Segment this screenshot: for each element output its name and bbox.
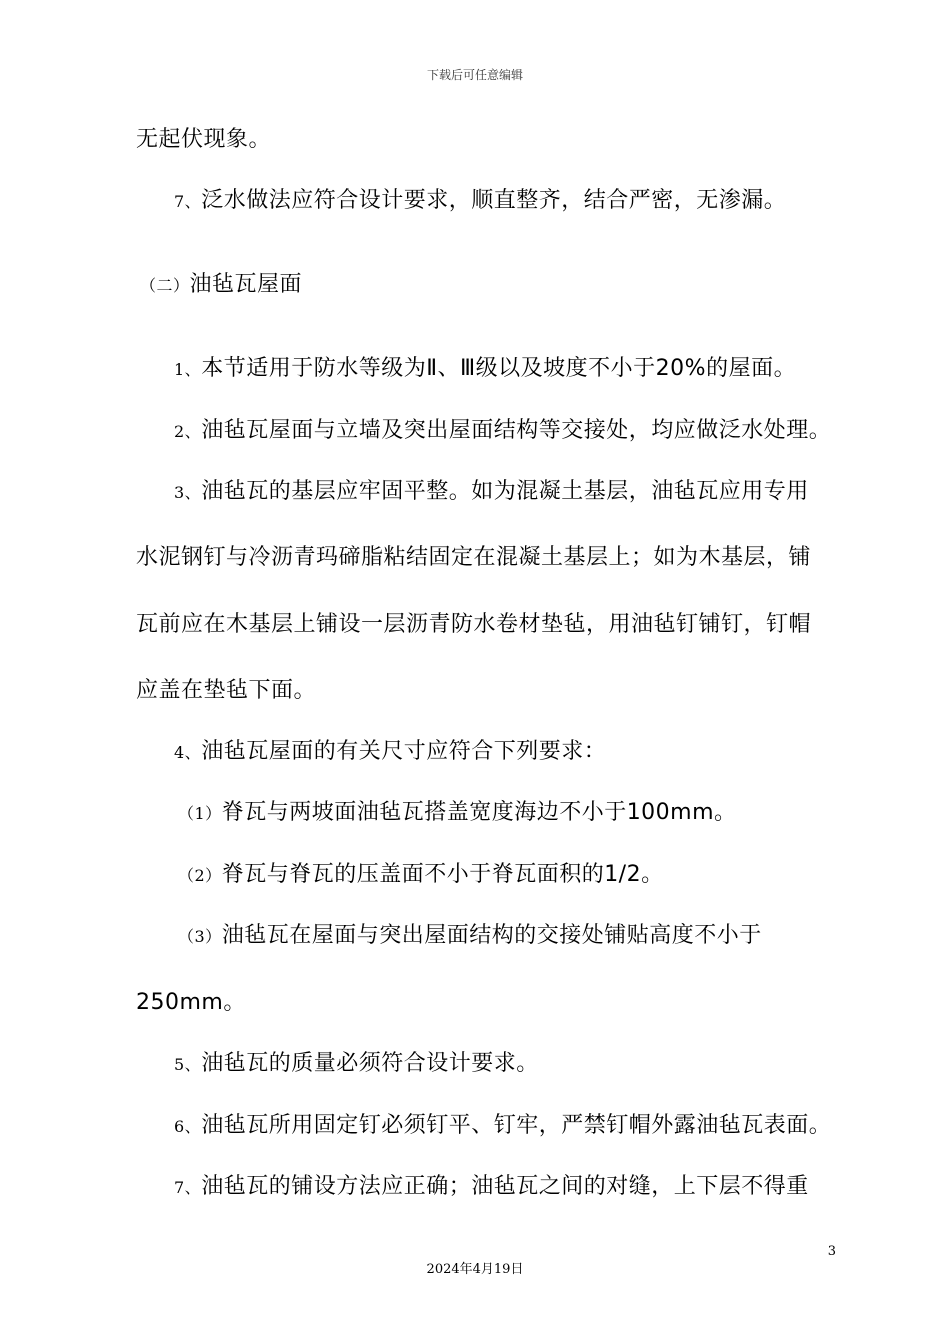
line-text: 泛水做法应符合设计要求，顺直整齐，结合严密，无渗漏。 (201, 188, 787, 213)
line-text: 油毡瓦所用固定钉必须钉平、钉牢，严禁钉帽外露油毡瓦表面。 (201, 1113, 832, 1138)
paragraph-line (136, 988, 246, 1018)
item-number: 5、 (174, 1055, 202, 1074)
paragraph-line (174, 416, 831, 447)
paragraph-line (174, 477, 809, 508)
paragraph-line (174, 1111, 831, 1142)
line-text: 脊瓦与两坡面油毡瓦搭盖宽度海边不小于100mm。 (221, 800, 737, 825)
line-text: 水泥钢钉与冷沥青玛碲脂粘结固定在混凝土基层上；如为木基层，铺 (136, 545, 812, 570)
line-text: 无起伏现象。 (136, 127, 272, 152)
section-heading (140, 270, 302, 301)
paragraph-line (178, 798, 737, 829)
item-number: 6、 (174, 1117, 202, 1136)
item-number: 2、 (174, 422, 202, 441)
paragraph-line (136, 125, 271, 155)
paragraph-line (178, 860, 664, 891)
paragraph-line (136, 676, 316, 706)
item-number: 3、 (174, 483, 202, 502)
line-text: 应盖在垫毡下面。 (136, 678, 317, 703)
line-text: 本节适用于防水等级为Ⅱ、Ⅲ级以及坡度不小于20%的屋面。 (201, 356, 797, 381)
sub-item-number: （2） (178, 866, 222, 885)
section-title: 油毡瓦屋面 (189, 272, 303, 297)
line-text: 油毡瓦的基层应牢固平整。如为混凝土基层，油毡瓦应用专用 (201, 479, 809, 504)
line-text: 油毡瓦屋面与立墙及突出屋面结构等交接处，均应做泛水处理。 (201, 418, 832, 443)
sub-item-number: （1） (178, 804, 222, 823)
paragraph-line (174, 1172, 809, 1203)
line-text: 油毡瓦的铺设方法应正确；油毡瓦之间的对缝，上下层不得重 (201, 1174, 809, 1199)
line-text: 脊瓦与脊瓦的压盖面不小于脊瓦面积的1/2。 (221, 862, 664, 887)
item-number: 1、 (174, 360, 202, 379)
footer-date: 2024年4月19日 (426, 1262, 524, 1277)
line-text: 油毡瓦在屋面与突出屋面结构的交接处铺贴高度不小于 (221, 923, 762, 948)
item-number: 7、 (174, 192, 202, 211)
paragraph-line (178, 921, 762, 952)
paragraph-line (174, 737, 606, 768)
line-text: 油毡瓦的质量必须符合设计要求。 (201, 1051, 539, 1076)
section-number: （二） (140, 276, 190, 295)
paragraph-line (174, 354, 796, 385)
paragraph-line (136, 610, 811, 640)
line-text: 250mm。 (136, 990, 246, 1015)
page-number: 3 (827, 1244, 836, 1259)
line-text: 油毡瓦屋面的有关尺寸应符合下列要求： (201, 739, 607, 764)
page-header: 下载后可任意编辑 (426, 68, 523, 82)
line-text: 瓦前应在木基层上铺设一层沥青防水卷材垫毡，用油毡钉铺钉，钉帽 (136, 612, 812, 637)
sub-item-number: （3） (178, 927, 222, 946)
paragraph-line (174, 186, 786, 217)
item-number: 7、 (174, 1178, 202, 1197)
paragraph-line (136, 543, 811, 573)
paragraph-line (174, 1049, 539, 1080)
item-number: 4、 (174, 743, 202, 762)
